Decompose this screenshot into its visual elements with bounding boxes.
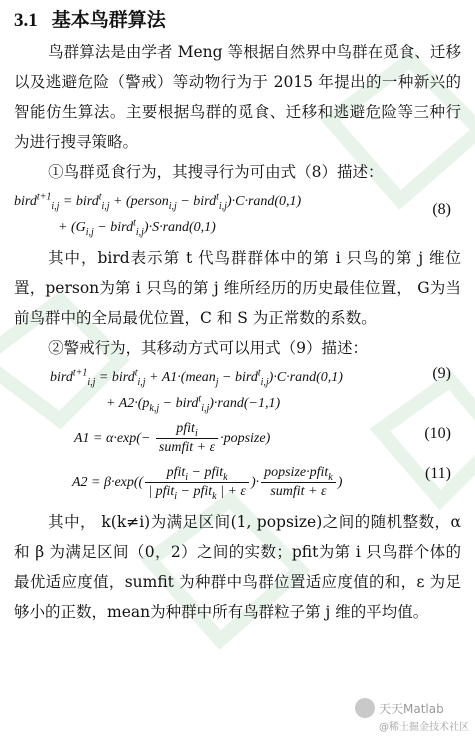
watermark-title: 天天Matlab (379, 701, 444, 716)
equation-11: A2 = β·exp(( $\frac{pfit_i - pfit_k}{| pfit_i - pfit_k | + \varepsilon}$ )· $\frac{popsize\cdot pfit_k}{\text{sumfit + ε}}$ ) (11) (72, 465, 451, 503)
equation-number: (8) (432, 201, 451, 218)
equation-number: (9) (432, 365, 451, 382)
wechat-logo-icon (355, 698, 375, 718)
equation-8: bird$^{t+1}_{i,j}$ = bird$^t_{i,j}$ + (person$_{i,j}$ − bird$^t_{i,j}$)·C·rand(0,1) + ($G_{i,j}$ − bird$^t_{i,j}$)·S·rand(0,1) (8) (14, 191, 451, 238)
final-explanation: 其中， k(k≠i)为满足区间(1, popsize)之间的随机整数，α 和 β 为满足区间（0，2）之间的实数；pfit为第 i 只鸟群个体的最优适应度值，sumfit 为种群中鸟群位置适应度值的和，ε 为足够小的正数，mean为种群中所有鸟群粒子第 j 维的平均值。 (14, 513, 461, 621)
section-heading: 3.1 基本鸟群算法 (14, 9, 166, 31)
watermark-subtitle: @稀土掘金技术社区 (379, 722, 469, 733)
intro-paragraph: 鸟群算法是由学者 Meng 等根据自然界中鸟群在觅食、迁移以及逃避危险（警戒）等动物行为于 2015 年提出的一种新兴的智能仿生算法。主要根据鸟群的觅食、迁移和逃避危险等三种行为进行搜寻策略。 (14, 43, 461, 151)
equation-9: bird$^{t+1}_{i,j}$ = bird$^t_{i,j}$ + A1·(mean$_j$ − bird$^t_{i,j}$)·C·rand(0,1) + $A2\cdot(p_{k,j}$ − bird$^t_{i,j}$)·rand(−1,1) (9) (50, 365, 451, 414)
foraging-explanation: 其中，bird表示第 t 代鸟群群体中的第 i 只鸟的第 j 维位置，person为第 i 只鸟的第 j 维所经历的历史最佳位置， G为当前鸟群中的全局最优位置，C 和 S 为正常数的系数。 (14, 249, 461, 327)
foraging-intro: ①鸟群觅食行为，其搜寻行为可由式（8）描述： (48, 163, 384, 181)
equation-number: (10) (424, 425, 451, 442)
vigilance-intro: ②警戒行为，其移动方式可以用式（9）描述： (48, 339, 368, 357)
paper-page (14, 6, 461, 627)
equation-10: A1 = α·exp(− $\frac{pfit_i}{\text{sumfit + ε}}$ ·popsize) (10) (74, 421, 451, 456)
watermark (355, 698, 469, 734)
equation-number: (11) (424, 465, 451, 482)
